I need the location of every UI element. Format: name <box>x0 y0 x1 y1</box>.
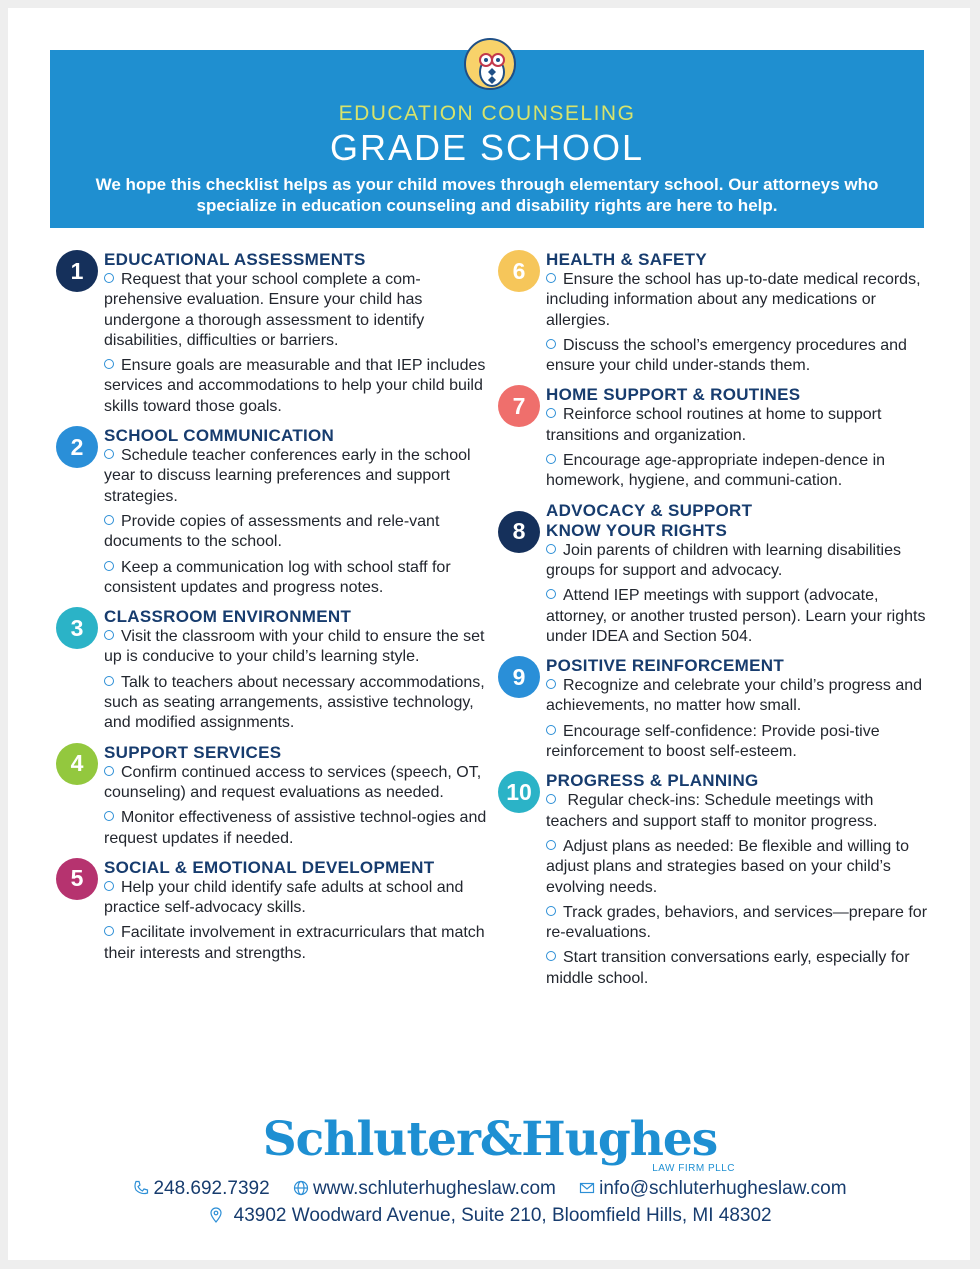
circle-bullet-icon <box>546 840 556 850</box>
checklist-item: Talk to teachers about necessary accommodations, such as seating arrangements, assistive technology, and modified assignments. <box>104 673 485 732</box>
section-number-badge: 1 <box>56 250 98 292</box>
section-positive-reinforcement <box>498 656 930 762</box>
circle-bullet-icon <box>104 766 114 776</box>
circle-bullet-icon <box>546 906 556 916</box>
circle-bullet-icon <box>546 544 556 554</box>
circle-bullet-icon <box>104 676 114 686</box>
circle-bullet-icon <box>104 926 114 936</box>
section-classroom-environment <box>56 607 488 733</box>
section-number-badge: 8 <box>498 511 540 553</box>
checklist-item: Confirm continued access to services (speech, OT, counseling) and request evaluations as needed. <box>104 763 482 801</box>
mail-icon <box>579 1180 595 1196</box>
checklist-item: Facilitate involvement in extracurriculars that match their interests and strengths. <box>104 924 485 962</box>
section-title: SOCIAL & EMOTIONAL DEVELOPMENT <box>104 857 435 877</box>
section-title: HEALTH & SAFETY <box>546 250 707 269</box>
section-home-support-routines <box>498 385 930 491</box>
checklist-item: Recognize and celebrate your child’s progress and achievements, no matter how small. <box>546 677 923 715</box>
website-link[interactable]: www.schluterhugheslaw.com <box>312 1178 556 1199</box>
firm-logo: Schluter&Hughes <box>262 1112 718 1167</box>
section-title: ADVOCACY & SUPPORT KNOW YOUR RIGHTS <box>546 500 753 540</box>
checklist-item: Attend IEP meetings with support (advocate, attorney, or another trusted person). Learn your rights under IDEA and Section 504. <box>546 587 926 645</box>
checklist-item: Encourage age-appropriate indepen-dence in homework, hygiene, and communi-cation. <box>546 452 886 490</box>
circle-bullet-icon <box>546 273 556 283</box>
right-column <box>498 250 930 998</box>
section-title: EDUCATIONAL ASSESSMENTS <box>104 250 366 269</box>
contact-line <box>0 1178 980 1200</box>
section-school-communication <box>56 426 488 598</box>
circle-bullet-icon <box>104 630 114 640</box>
circle-bullet-icon <box>104 449 114 459</box>
circle-bullet-icon <box>546 339 556 349</box>
owl-logo-icon <box>464 38 516 90</box>
address-text: 43902 Woodward Avenue, Suite 210, Bloomfield Hills, MI 48302 <box>233 1205 772 1226</box>
circle-bullet-icon <box>104 811 114 821</box>
checklist-item: Adjust plans as needed: Be flexible and willing to adjust plans and strategies based on your child’s evolving needs. <box>546 837 909 896</box>
location-pin-icon <box>208 1207 224 1223</box>
circle-bullet-icon <box>546 725 556 735</box>
section-number-badge: 7 <box>498 385 540 427</box>
section-title: SUPPORT SERVICES <box>104 742 282 762</box>
circle-bullet-icon <box>104 881 114 891</box>
circle-bullet-icon <box>546 951 556 961</box>
left-column <box>56 250 488 973</box>
circle-bullet-icon <box>104 359 114 369</box>
checklist-item: Start transition conversations early, especially for middle school. <box>546 949 910 987</box>
page-title: GRADE SCHOOL <box>329 127 645 168</box>
circle-bullet-icon <box>546 679 556 689</box>
checklist-item: Track grades, behaviors, and services—prepare for re-evaluations. <box>546 903 928 942</box>
checklist-item: Schedule teacher conferences early in the school year to discuss learning preferences and support strategies. <box>104 447 471 505</box>
checklist-item: Keep a communication log with school staff for consistent updates and progress notes. <box>104 558 451 596</box>
section-educational-assessments <box>56 250 488 417</box>
checklist-item: Join parents of children with learning disabilities groups for support and advocacy. <box>546 541 901 579</box>
section-number-badge: 4 <box>56 743 98 785</box>
section-health-safety <box>498 250 930 376</box>
firm-logo-subtitle: LAW FIRM PLLC <box>652 1163 735 1174</box>
address-line <box>0 1205 980 1227</box>
checklist-item: Reinforce school routines at home to support transitions and organization. <box>546 406 882 444</box>
email-link[interactable]: info@schluterhugheslaw.com <box>599 1178 847 1199</box>
globe-icon <box>293 1180 309 1196</box>
section-advocacy-support <box>498 501 930 647</box>
checklist-item: Ensure the school has up-to-date medical records, including information about any medications or allergies. <box>546 271 921 329</box>
section-title: SCHOOL COMMUNICATION <box>104 426 335 446</box>
section-title: CLASSROOM ENVIRONMENT <box>104 607 352 627</box>
checklist-item: Ensure goals are measurable and that IEP includes services and accommodations to help your child build skills toward those goals. <box>104 357 486 415</box>
phone-icon <box>133 1180 149 1196</box>
checklist-item: Monitor effectiveness of assistive technol-ogies and request updates if needed. <box>104 809 487 847</box>
section-title: HOME SUPPORT & ROUTINES <box>546 385 801 405</box>
circle-bullet-icon <box>104 561 114 571</box>
circle-bullet-icon <box>546 454 556 464</box>
circle-bullet-icon <box>546 408 556 418</box>
circle-bullet-icon <box>546 794 556 804</box>
section-number-badge: 10 <box>498 771 540 813</box>
header-kicker: EDUCATION COUNSELING <box>338 102 636 125</box>
section-number-badge: 2 <box>56 426 98 468</box>
section-title: PROGRESS & PLANNING <box>546 771 759 791</box>
checklist-item: Encourage self-confidence: Provide posi-tive reinforcement to boost self-esteem. <box>546 722 880 761</box>
circle-bullet-icon <box>104 515 114 525</box>
phone-link[interactable]: 248.692.7392 <box>153 1178 270 1199</box>
section-number-badge: 6 <box>498 250 540 292</box>
section-title: POSITIVE REINFORCEMENT <box>546 656 785 676</box>
checklist-item: Regular check-ins: Schedule meetings with teachers and support staff to monitor progress. <box>546 792 878 830</box>
section-number-badge: 5 <box>56 858 98 900</box>
section-social-emotional-development <box>56 858 488 964</box>
checklist-item: Request that your school complete a com-prehensive evaluation. Ensure your child has undergone a thorough assessment to identify disabilities, difficulties or barriers. <box>104 271 425 349</box>
circle-bullet-icon <box>104 273 114 283</box>
checklist-item: Visit the classroom with your child to ensure the set up is conducive to your child’s learning style. <box>104 628 485 666</box>
checklist-item: Provide copies of assessments and rele-vant documents to the school. <box>104 512 440 551</box>
checklist-item: Discuss the school’s emergency procedures and ensure your child under-stands them. <box>546 336 907 375</box>
checklist-item: Help your child identify safe adults at school and practice self-advocacy skills. <box>104 878 464 917</box>
circle-bullet-icon <box>546 589 556 599</box>
section-progress-planning <box>498 771 930 989</box>
section-support-services <box>56 743 488 849</box>
section-number-badge: 9 <box>498 656 540 698</box>
intro-text: We hope this checklist helps as your child moves through elementary school. Our attorneys who specialize in education counseling and disability rights are here to help. <box>95 175 879 215</box>
section-number-badge: 3 <box>56 607 98 649</box>
